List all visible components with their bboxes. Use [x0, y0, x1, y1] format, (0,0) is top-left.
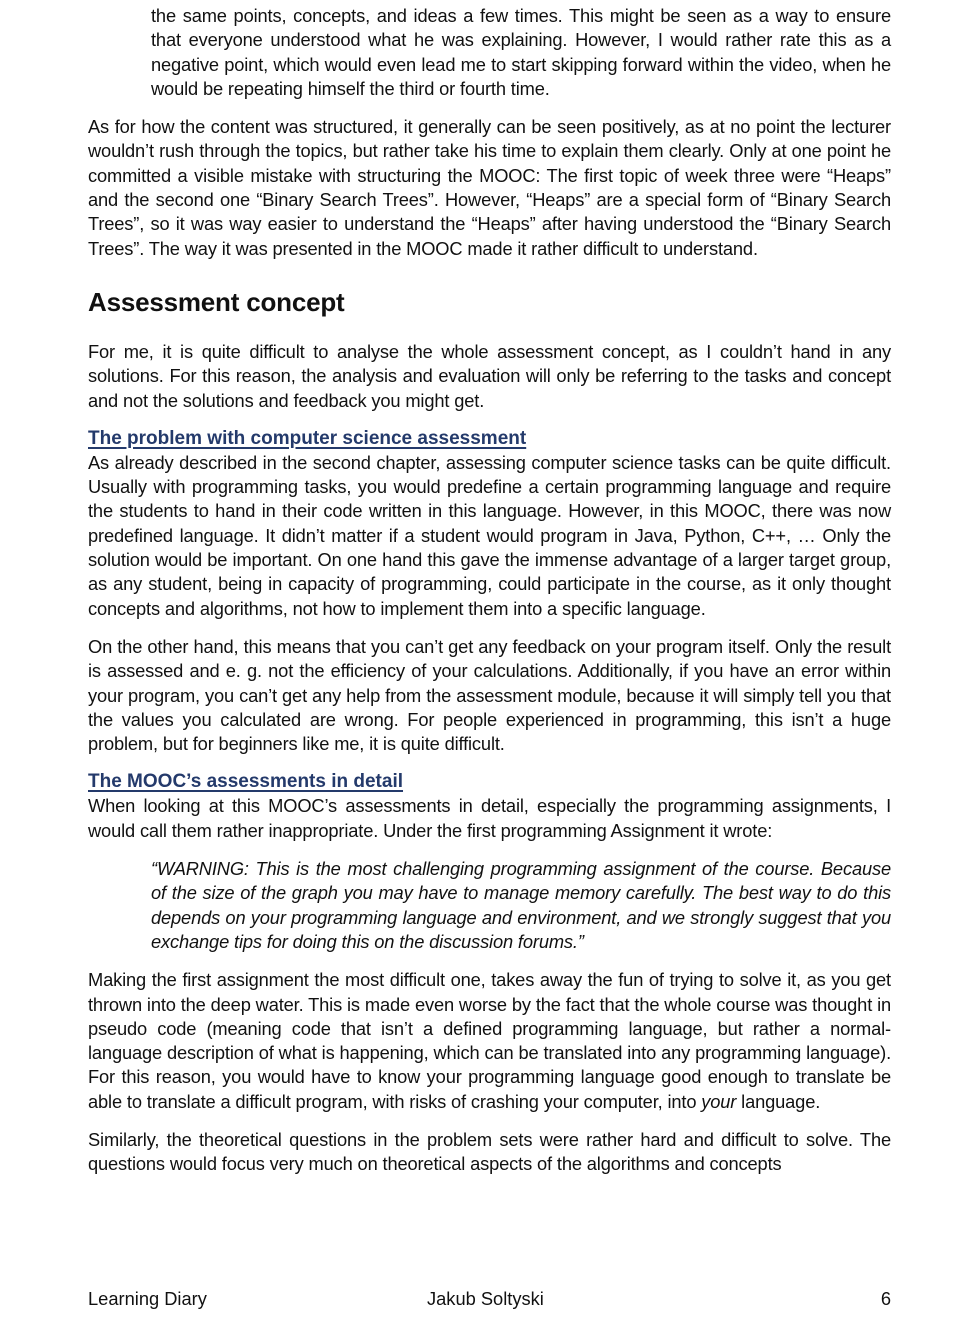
details-paragraph-2-end: language.	[736, 1090, 821, 1112]
section-heading-assessment-concept: Assessment concept	[88, 286, 345, 317]
details-paragraph-2-text: Making the first assignment the most difficult one, takes away the fun of trying to solve it, as you get thrown into the deep water. This is made even worse by the fact that the whole course was thought in pseudo code (meaning code that isn’t a defined programming language, but rather a normal-language description of what is happening, which can be translated into any programming language). For this reason, you would have to know your programming language good enough to translate be able to translate a difficult program, with risks of crashing your computer, into	[88, 969, 891, 1112]
subheading-mooc-assessments-detail: The MOOC’s assessments in detail	[88, 771, 404, 793]
subheading-problem-cs-assessment: The problem with computer science assessment	[88, 427, 527, 449]
footer-document-title: Learning Diary	[88, 1288, 207, 1309]
document-page	[88, 4, 891, 1177]
footer-author: Jakub Soltyski	[427, 1288, 544, 1309]
details-paragraph-1: When looking at this MOOC’s assessments in detail, especially the programming assignments, I would call them rather inappropriate. Under the first programming Assignment it wrote:	[88, 795, 891, 841]
emphasis-your: your	[701, 1090, 737, 1112]
details-paragraph-2	[88, 968, 891, 1114]
details-paragraph-3: Similarly, the theoretical questions in the problem sets were rather hard and difficult to solve. The questions would focus very much on theoretical aspects of the algorithms and concepts	[88, 1128, 891, 1175]
structure-paragraph: As for how the content was structured, it generally can be seen positively, as at no point the lecturer wouldn’t rush through the topics, but rather take his time to explain them clearly. Only at one point he committed a visible mistake with structuring the MOOC: The first topic of week three were “Heaps” and the second one “Binary Search Trees”. However, “Heaps” are a special form of “Binary Search Trees”, so it was way easier to understand the “Heaps” after having understood the “Binary Search Trees”. The way it was presented in the MOOC made it rather difficult to understand.	[88, 116, 891, 259]
footer-page-number: 6	[880, 1288, 891, 1309]
warning-quote: “WARNING: This is the most challenging programming assignment of the course. Because of the size of the graph you may have to manage memory carefully. The best way to do this depends on your programming language and environment, and we strongly suggest that you exchange tips for doing this on the discussion forums.”	[151, 858, 891, 952]
problem-paragraph-2: On the other hand, this means that you can’t get any feedback on your program itself. Only the result is assessed and e. g. not the efficiency of your calculations. Additionally, if you have an error within your program, you can’t get any help from the assessment module, because it will simply tell you that the values you calculated are wrong. For people experienced in programming, this isn’t a huge problem, but for beginners like me, it is quite difficult.	[88, 635, 891, 755]
problem-paragraph-1: As already described in the second chapter, assessing computer science tasks can be quite difficult. Usually with programming tasks, you would predefine a certain programming language and require the students to hand in their code written in this language. However, in this MOOC, there was now predefined language. It didn’t matter if a student would program in Java, Python, C++, … Only the solution would be important. On one hand this gave the immense advantage of a larger target group, as any student, being in capacity of programming, could participate in the course, as it only thought concepts and algorithms, not how to implement them into a specific language.	[88, 451, 891, 619]
intro-continuation-paragraph: the same points, concepts, and ideas a few times. This might be seen as a way to ensure that everyone understood what he was explaining. However, I would rather rate this as a negative point, which would even lead me to start skipping forward within the video, when he would be repeating himself the third or fourth time.	[151, 5, 891, 99]
section-intro-paragraph: For me, it is quite difficult to analyse the whole assessment concept, as I couldn’t hand in any solutions. For this reason, the analysis and evaluation will only be referring to the tasks and concept and not the solutions and feedback you might get.	[88, 340, 891, 411]
page-footer	[88, 1287, 891, 1311]
